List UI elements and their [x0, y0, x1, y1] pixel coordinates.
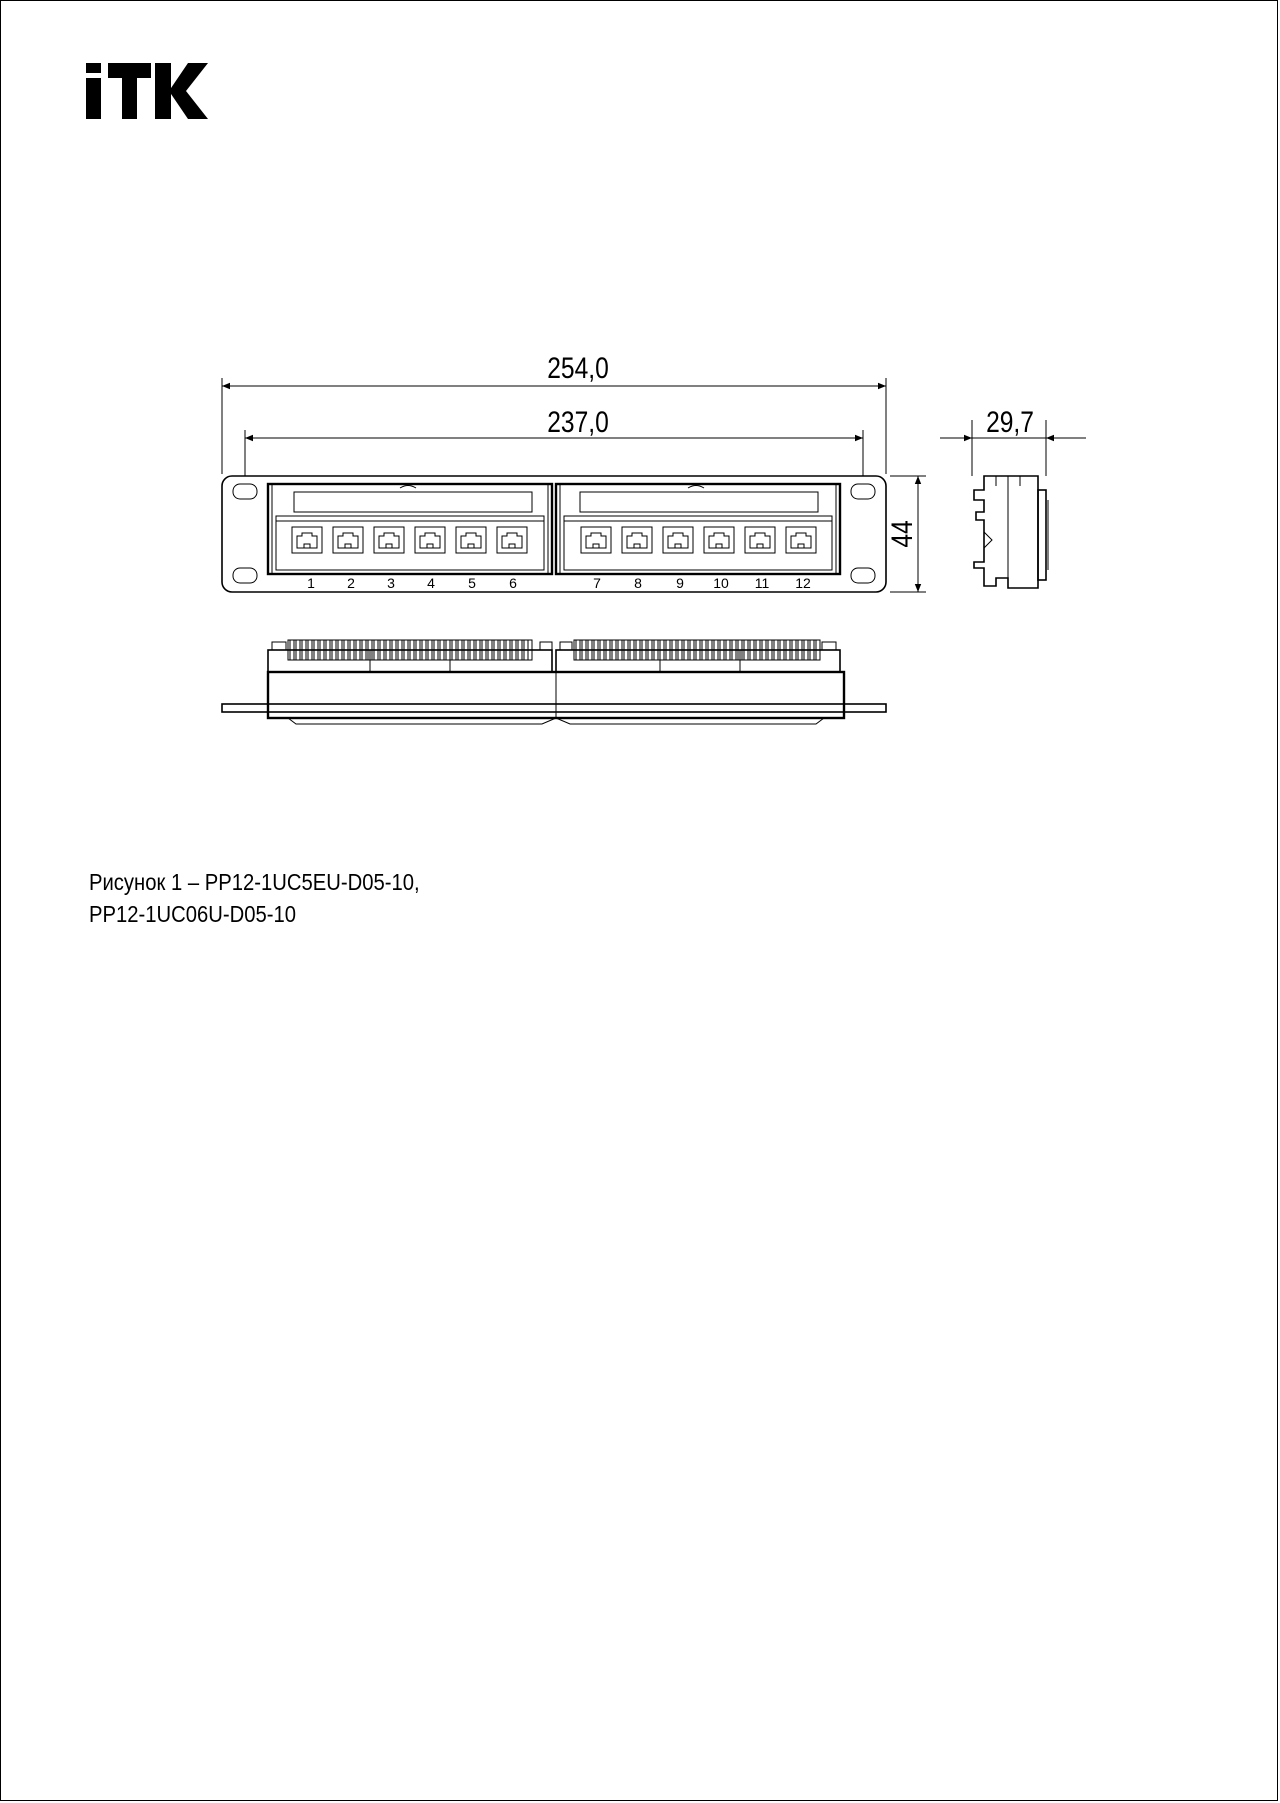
patch-panel-side-view [974, 476, 1048, 588]
dimension-mount-pitch [245, 405, 863, 476]
rj45-port-icon [786, 527, 816, 553]
rj45-port-icon [704, 527, 734, 553]
port-number: 11 [754, 575, 770, 591]
patch-panel-front-view [222, 476, 886, 592]
port-number: 6 [509, 575, 517, 591]
rj45-port-icon [456, 527, 486, 553]
label-strip [580, 492, 818, 512]
dimension-height [885, 476, 926, 592]
rj45-port-icon [745, 527, 775, 553]
mount-hole-icon [851, 484, 875, 499]
patch-panel-top-view [222, 640, 886, 724]
dimension-depth [940, 405, 1086, 476]
rj45-port-icon [374, 527, 404, 553]
figure-caption [89, 866, 420, 930]
port-number: 7 [593, 575, 601, 591]
dimension-label-237: 237,0 [547, 404, 609, 439]
rj45-port-icon [292, 527, 322, 553]
rj45-port-icon [581, 527, 611, 553]
port-number: 8 [634, 575, 642, 591]
port-number: 9 [676, 575, 684, 591]
dimension-label-29-7: 29,7 [986, 404, 1034, 439]
port-number: 1 [307, 575, 315, 591]
caption-line-2: PP12-1UC06U-D05-10 [89, 901, 297, 927]
rj45-port-icon [663, 527, 693, 553]
dimension-label-254: 254,0 [547, 350, 609, 385]
itk-logo [86, 63, 208, 119]
rj45-port-icon [497, 527, 527, 553]
rj45-port-icon [622, 527, 652, 553]
rj45-port-icon [333, 527, 363, 553]
port-number: 2 [347, 575, 355, 591]
port-number: 4 [427, 575, 435, 591]
port-number: 12 [795, 575, 811, 591]
mount-hole-icon [851, 568, 875, 583]
dimension-label-44: 44 [884, 520, 919, 548]
label-strip [294, 492, 532, 512]
port-number: 10 [713, 575, 729, 591]
port-number: 5 [468, 575, 476, 591]
mount-hole-icon [233, 568, 257, 583]
rj45-port-icon [415, 527, 445, 553]
mount-hole-icon [233, 484, 257, 499]
caption-line-1: Рисунок 1 – PP12-1UC5EU-D05-10, [89, 869, 420, 895]
port-number: 3 [387, 575, 395, 591]
